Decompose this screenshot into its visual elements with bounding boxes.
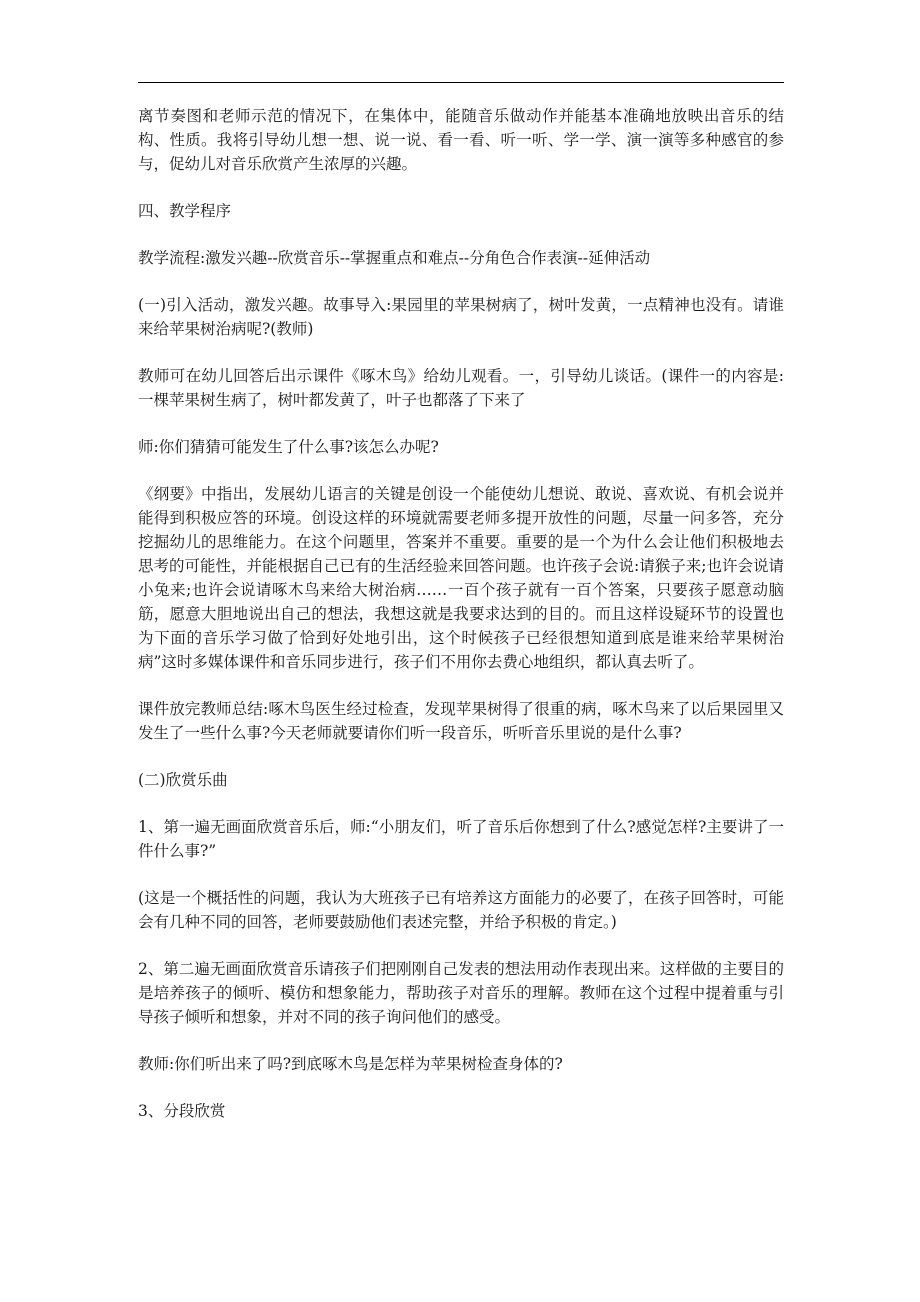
paragraph-courseware-intro: 教师可在幼儿回答后出示课件《啄木鸟》给幼儿观看。一，引导幼儿谈话。(课件一的内容是:一棵苹果树生病了，树叶都发黄了，叶子也都落了下来了: [138, 367, 784, 409]
paragraph-segmented-listening: 3、分段欣赏: [138, 1102, 226, 1120]
paragraph-teacher-question: 师:你们猜猜可能发生了什么事?该怎么办呢?: [138, 438, 439, 456]
paragraph-teacher-followup: 教师:你们听出来了吗?到底啄木鸟是怎样为苹果树检查身体的?: [138, 1055, 563, 1073]
paragraph-outline-commentary: 《纲要》中指出，发展幼儿语言的关键是创设一个能使幼儿想说、敢说、喜欢说、有机会说并能得到积极应答的环境。创设这样的环境就需要老师多提开放性的问题，尽量一问多答，充分挖掘幼儿的思维能力。在这个问题里，答案并不重要。重要的是一个为什么会让他们积极地去思考的可能性，并能根据自己已有的生活经验来回答问题。也许孩子会说:请猴子来;也许会说请小兔来;也许会说请啄木鸟来给大树治病……一百个孩子就有一百个答案，只要孩子愿意动脑筋，愿意大胆地说出自己的想法，我想这就是我要求达到的目的。而且这样设疑环节的设置也为下面的音乐学习做了恰到好处地引出，这个时候孩子已经很想知道到底是谁来给苹果树治病”这时多媒体课件和音乐同步进行，孩子们不用你去费心地组织，都认真去听了。: [138, 485, 784, 671]
paragraph-second-listening: 2、第二遍无画面欣赏音乐请孩子们把刚刚自己发表的想法用动作表现出来。这样做的主要目的是培养孩子的倾听、模仿和想象能力，帮助孩子对音乐的理解。教师在这个过程中提着重与引导孩子倾听和想象，并对不同的孩子询问他们的感受。: [138, 960, 784, 1026]
section-heading-teaching-procedure: 四、教学程序: [138, 202, 232, 220]
paragraph-introduction-activity: (一)引入活动，激发兴趣。故事导入:果园里的苹果树病了，树叶发黄，一点精神也没有。请谁来给苹果树治病呢?(教师): [138, 296, 784, 338]
paragraph-first-listening: 1、第一遍无画面欣赏音乐后，师:“小朋友们，听了音乐后你想到了什么?感觉怎样?主要讲了一件什么事?”: [138, 818, 784, 860]
document-body: [138, 104, 784, 1146]
paragraph-courseware-summary: 课件放完教师总结:啄木鸟医生经过检查，发现苹果树得了很重的病，啄木鸟来了以后果园里又发生了一些什么事?今天老师就要请你们听一段音乐，听听音乐里说的是什么事?: [138, 700, 784, 742]
paragraph-objectives-continued: 离节奏图和老师示范的情况下，在集体中，能随音乐做动作并能基本准确地放映出音乐的结构、性质。我将引导幼儿想一想、说一说、看一看、听一听、学一学、演一演等多种感官的参与，促幼儿对音乐欣赏产生浓厚的兴趣。: [138, 107, 784, 173]
header-rule: [138, 82, 784, 83]
paragraph-teaching-flow: 教学流程:激发兴趣--欣赏音乐--掌握重点和难点--分角色合作表演--延伸活动: [138, 249, 651, 267]
paragraph-first-listening-note: (这是一个概括性的问题，我认为大班孩子已有培养这方面能力的必要了，在孩子回答时，可能会有几种不同的回答，老师要鼓励他们表述完整，并给予积极的肯定。): [138, 889, 784, 931]
section-heading-music-appreciation: (二)欣赏乐曲: [138, 771, 228, 789]
